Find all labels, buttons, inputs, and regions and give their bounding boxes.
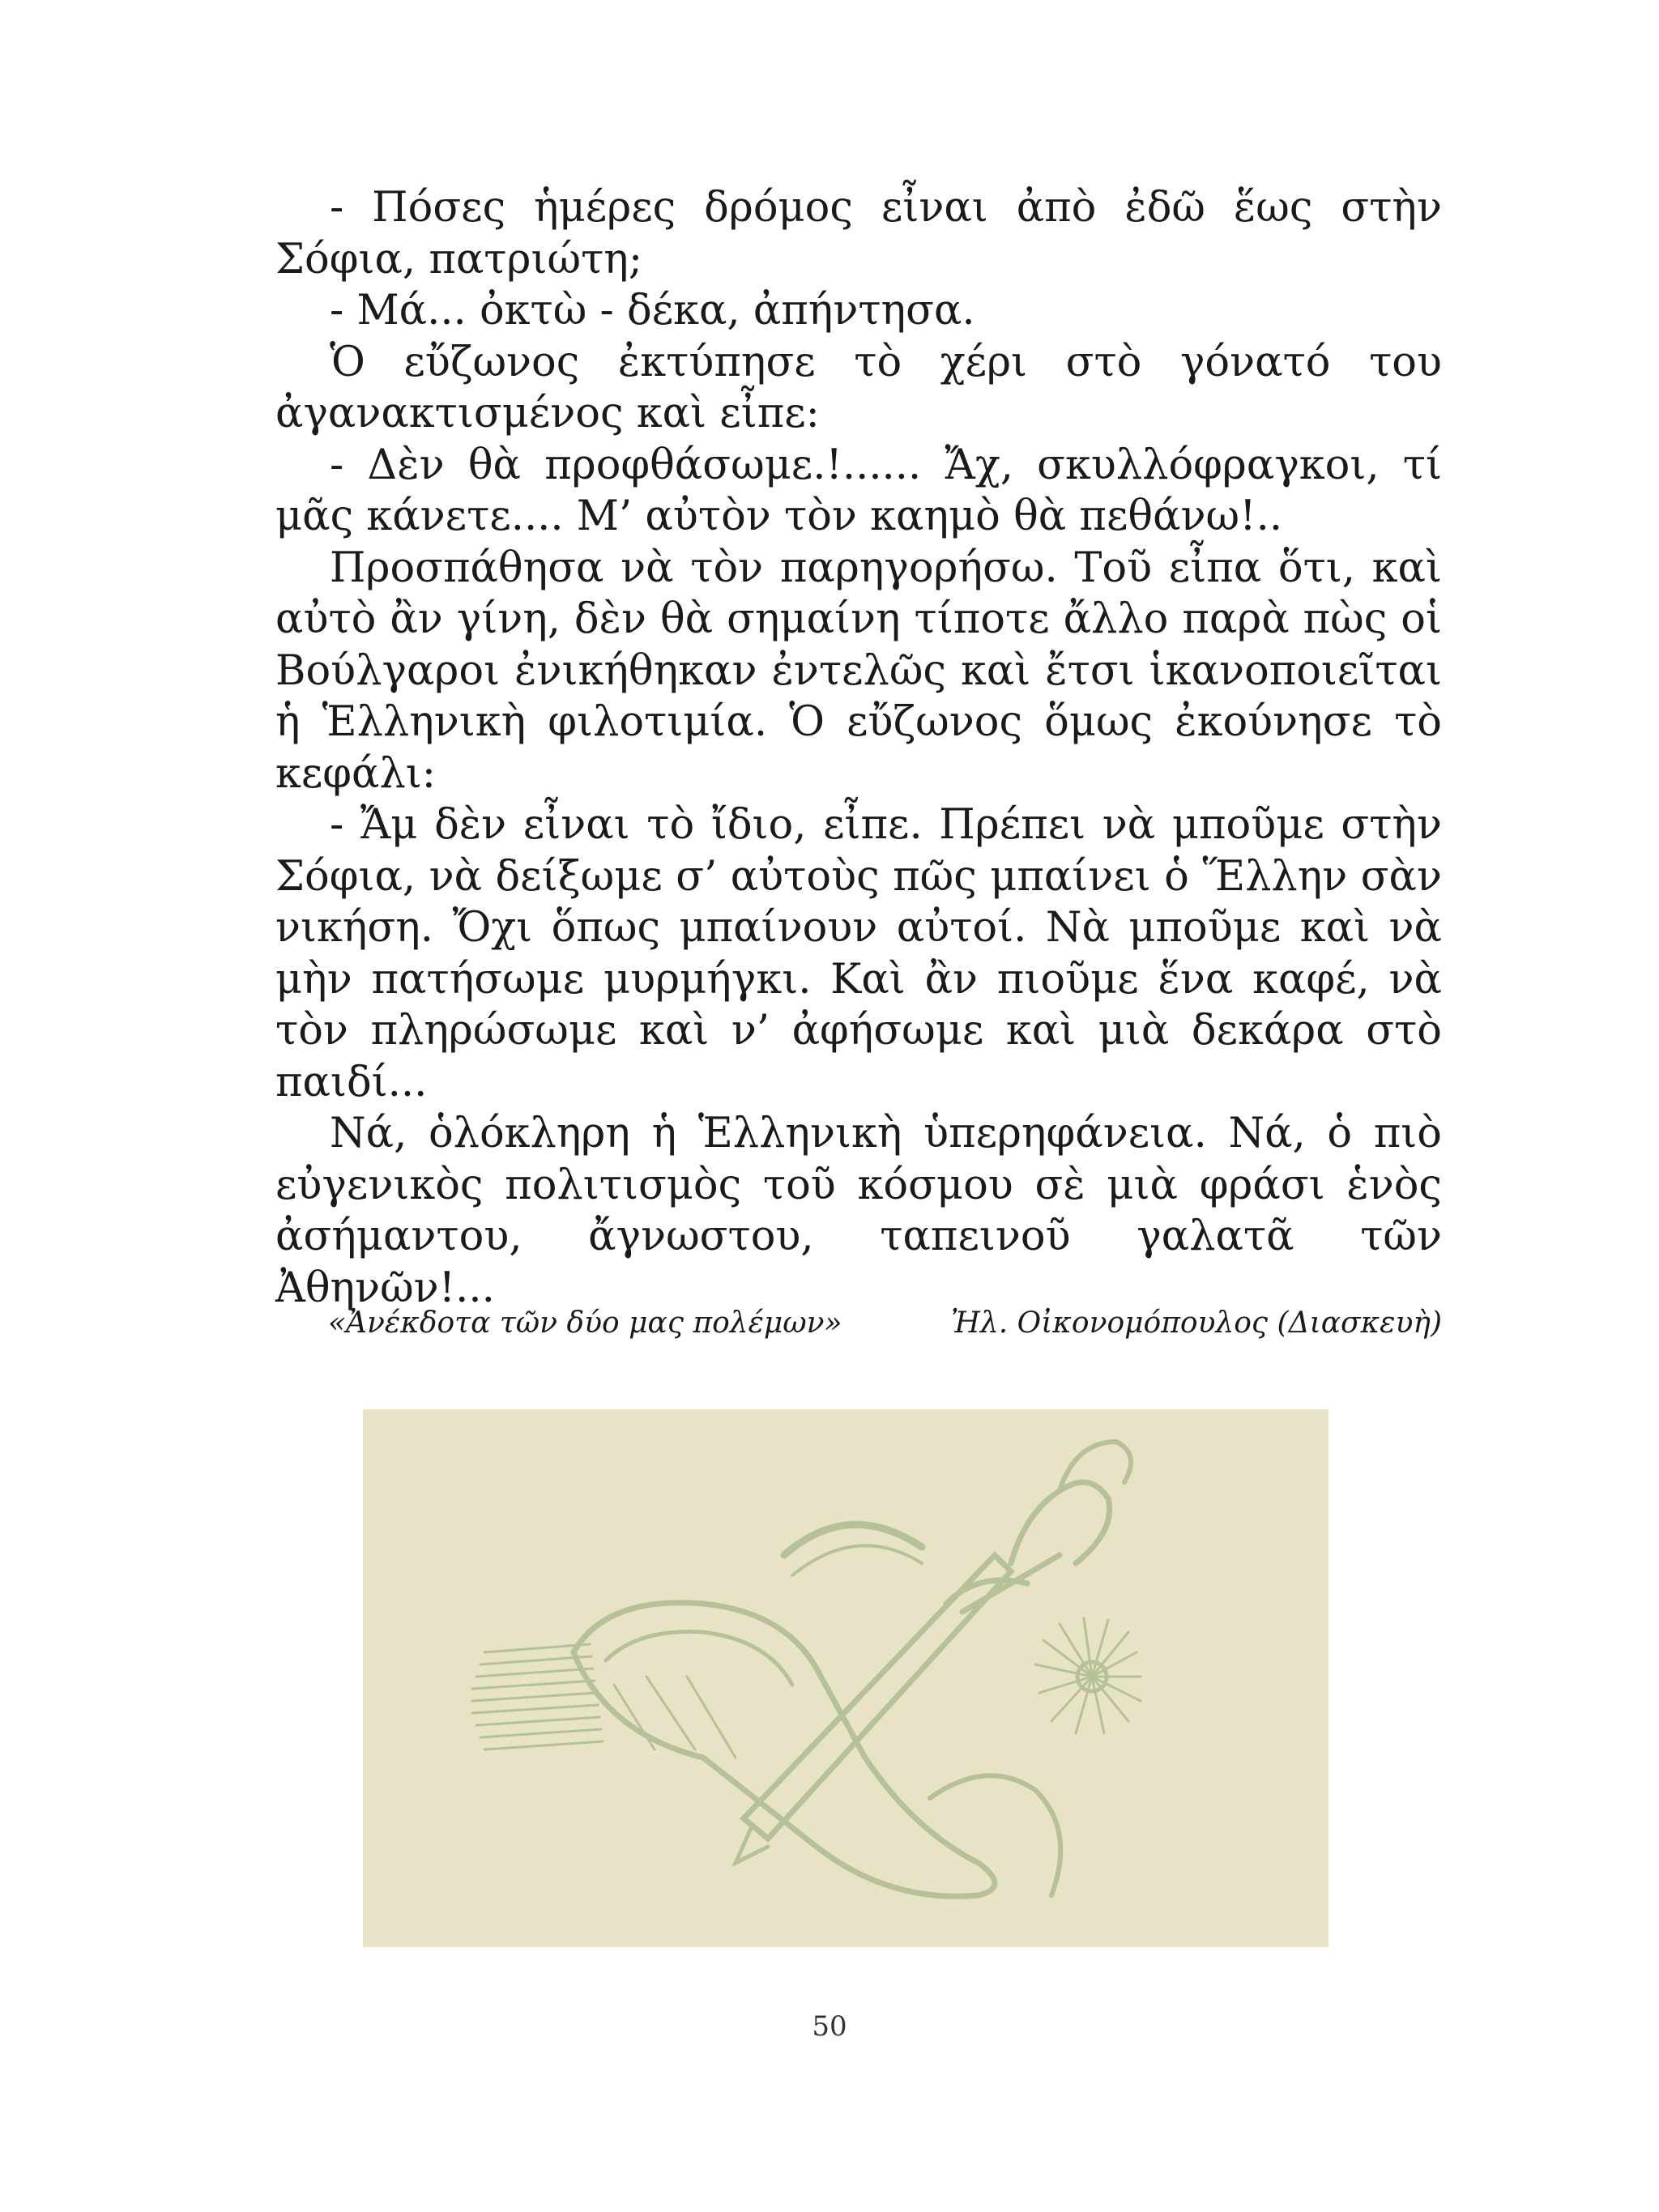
paragraph-1: - Πόσες ἡμέρες δρόμος εἶναι ἀπὸ ἐδῶ ἕως στὴν Σόφια, πατριώτη; [275, 184, 1442, 283]
sword-and-bottle-engraving-icon [363, 1409, 1328, 1947]
illustration [363, 1409, 1328, 1947]
paragraph-6: - Ἄμ δὲν εἶναι τὸ ἴδιο, εἶπε. Πρέπει νὰ μποῦμε στὴν Σόφια, νὰ δείξωμε σ’ αὐτοὺς πῶς μπαίνει ὁ Ἕλλην σὰν νικήση. Ὄχι ὅπως μπαίνουν αὐτοί. Νὰ μποῦμε καὶ νὰ μὴν πατήσωμε μυρμήγκι. Καὶ ἂν πιοῦμε ἕνα καφέ, νὰ τὸν πληρώσωμε καὶ ν’ ἀφήσωμε καὶ μιὰ δεκάρα στὸ παιδί... [275, 801, 1442, 1106]
story-text [275, 182, 1442, 1314]
paragraph-5: Προσπάθησα νὰ τὸν παρηγορήσω. Τοῦ εἶπα ὅτι, καὶ αὐτὸ ἂν γίνη, δὲν θὰ σημαίνη τίποτε ἄλλο παρὰ πὼς οἱ Βούλγαροι ἐνικήθηκαν ἐντελῶς καὶ ἔτσι ἱκανοποιεῖται ἡ Ἑλληνικὴ φιλοτιμία. Ὁ εὔζωνος ὅμως ἐκούνησε τὸ κεφάλι: [275, 543, 1442, 798]
source-attribution [328, 1306, 1442, 1340]
paragraph-3: Ὁ εὔζωνος ἐκτύπησε τὸ χέρι στὸ γόνατό του ἀγανακτισμένος καὶ εἶπε: [275, 338, 1442, 437]
paragraph-2: - Μά... ὀκτὼ - δέκα, ἀπήντησα. [330, 287, 975, 335]
paragraph-4: - Δὲν θὰ προφθάσωμε.!...... Ἄχ, σκυλλόφραγκοι, τί μᾶς κάνετε.... Μ’ αὐτὸν τὸν καημὸ θὰ πεθάνω!.. [275, 441, 1442, 540]
paragraph-7: Νά, ὁλόκληρη ἡ Ἑλληνικὴ ὑπερηφάνεια. Νά, ὁ πιὸ εὐγενικὸς πολιτισμὸς τοῦ κόσμου σὲ μιὰ φράσι ἑνὸς ἀσήμαντου, ἄγνωστου, ταπεινοῦ γαλατᾶ τῶν Ἀθηνῶν!... [275, 1110, 1442, 1312]
page-number: 50 [812, 2010, 847, 2043]
source-title: «Ἀνέκδοτα τῶν δύο μας πολέμων» [328, 1306, 842, 1340]
source-author: Ἠλ. Οἰκονομόπουλος (Διασκευὴ) [951, 1306, 1442, 1340]
